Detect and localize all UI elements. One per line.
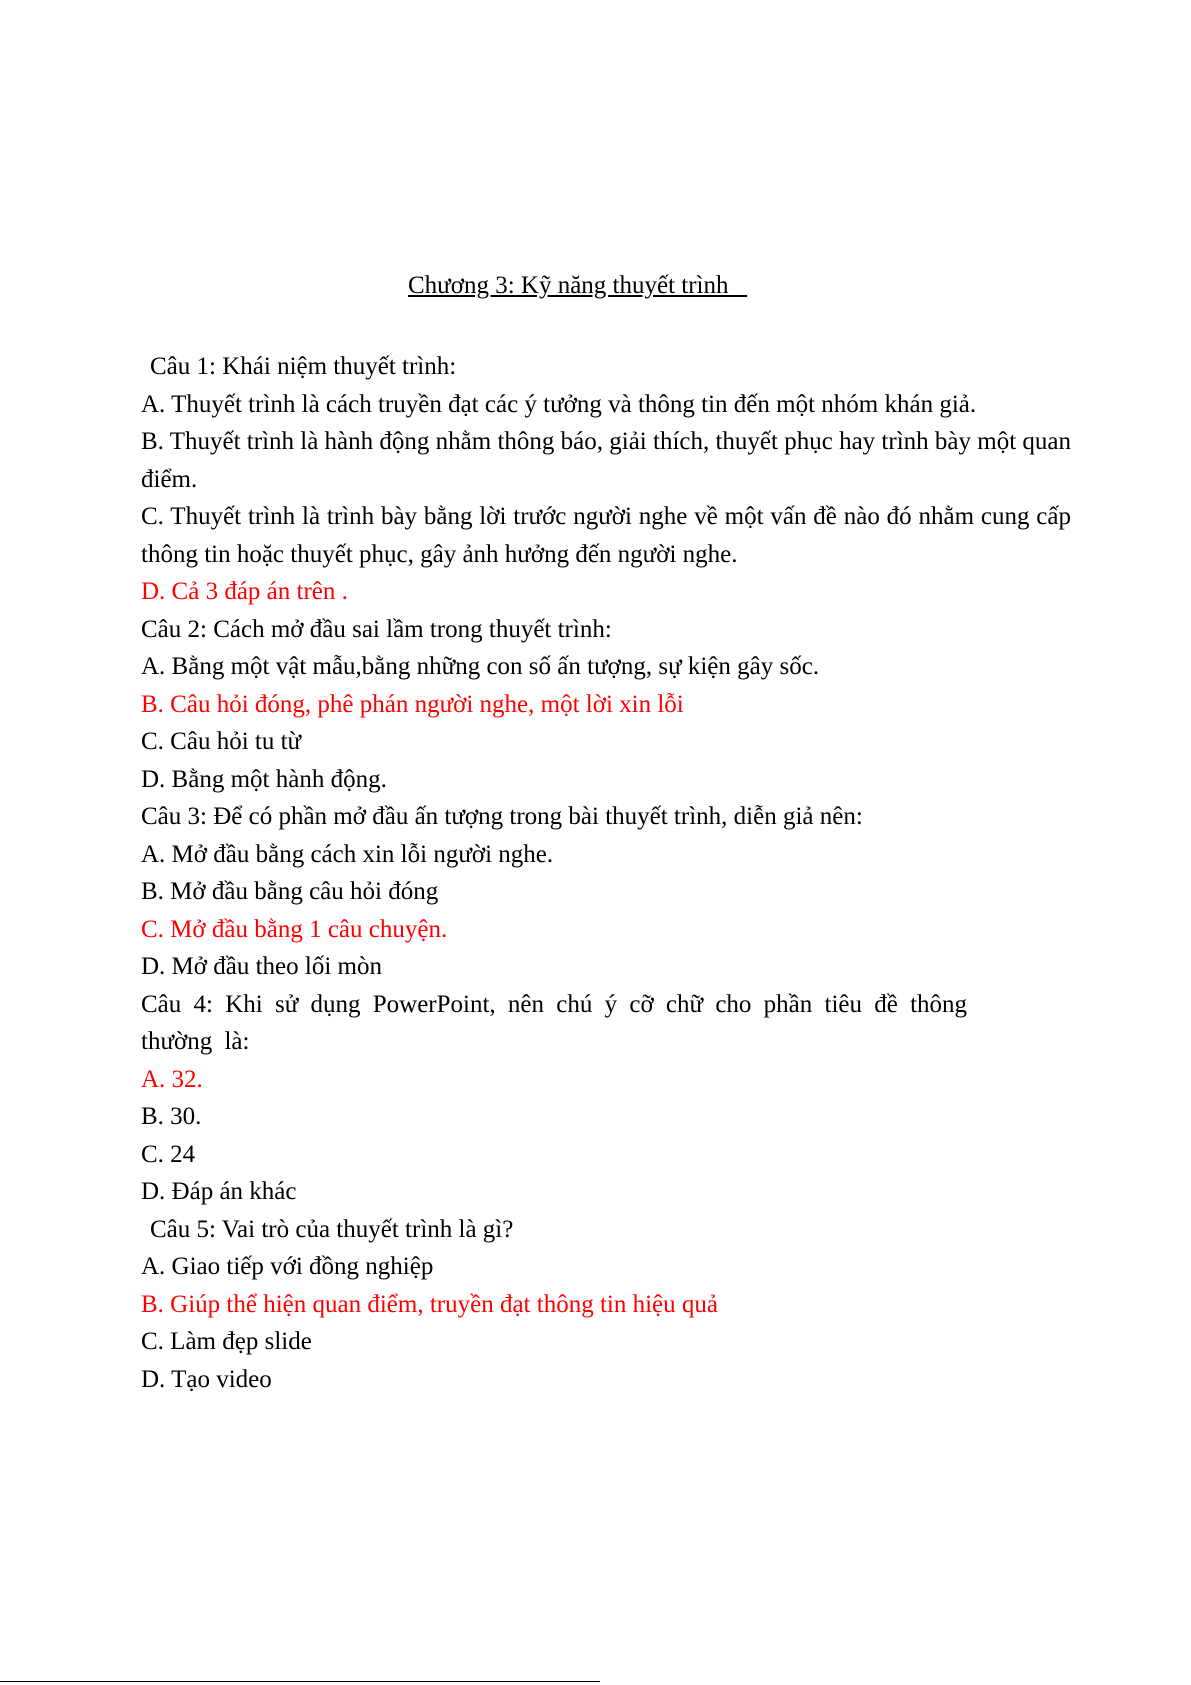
question-4 [141,986,1071,1211]
quiz-content [141,348,1071,1398]
question-2 [141,611,1071,799]
footer-divider [0,1681,600,1682]
question-3-option-a: A. Mở đầu bằng cách xin lỗi người nghe. [141,840,554,868]
question-2-option-d: D. Bằng một hành động. [141,765,387,793]
question-5-option-d: D. Tạo video [141,1365,272,1393]
question-3-option-d: D. Mở đầu theo lối mòn [141,953,382,980]
question-4-option-a-correct: A. 32. [141,1065,203,1093]
question-2-option-c: C. Câu hỏi tu từ [141,728,302,755]
question-3-option-b: B. Mở đầu bằng câu hỏi đóng [141,878,439,905]
question-1-option-b: B. Thuyết trình là hành động nhằm thông báo, giải thích, thuyết phục hay trình bày một quan điểm. [141,428,1071,493]
question-1-prompt: Câu 1: Khái niệm thuyết trình: [150,353,457,380]
question-1-option-d-correct: D. Cả 3 đáp án trên . [141,578,348,605]
question-3-prompt: Câu 3: Để có phần mở đầu ấn tượng trong bài thuyết trình, diễn giả nên: [141,803,863,830]
question-1-option-c: C. Thuyết trình là trình bày bằng lời trước người nghe về một vấn đề nào đó nhằm cung cấp thông tin hoặc thuyết phục, gây ảnh hưởng đến người nghe. [141,503,1071,568]
question-3-option-c-correct: C. Mở đầu bằng 1 câu chuyện. [141,915,448,943]
question-5-option-c: C. Làm đẹp slide [141,1328,312,1355]
question-5-option-a: A. Giao tiếp với đồng nghiệp [141,1253,434,1280]
question-3 [141,798,1071,986]
question-5-prompt: Câu 5: Vai trò của thuyết trình là gì? [150,1215,514,1243]
question-5 [141,1211,1071,1399]
question-1 [141,348,1071,611]
question-4-option-d: D. Đáp án khác [141,1178,297,1205]
question-2-option-b-correct: B. Câu hỏi đóng, phê phán người nghe, một lời xin lỗi [141,690,684,718]
page-title: Chương 3: Kỹ năng thuyết trình [408,272,748,299]
question-4-option-c: C. 24 [141,1140,196,1168]
question-4-option-b: B. 30. [141,1103,202,1130]
question-2-option-a: A. Bằng một vật mẫu,bằng những con số ấn tượng, sự kiện gây sốc. [141,653,820,680]
question-4-prompt: Câu 4: Khi sử dụng PowerPoint, nên chú ý cỡ chữ cho phần tiêu đề thông thường là: [141,990,968,1055]
question-1-option-a: A. Thuyết trình là cách truyền đạt các ý tưởng và thông tin đến một nhóm khán giả. [141,390,977,418]
question-2-prompt: Câu 2: Cách mở đầu sai lầm trong thuyết trình: [141,615,612,643]
question-5-option-b-correct: B. Giúp thể hiện quan điểm, truyền đạt thông tin hiệu quả [141,1290,718,1318]
